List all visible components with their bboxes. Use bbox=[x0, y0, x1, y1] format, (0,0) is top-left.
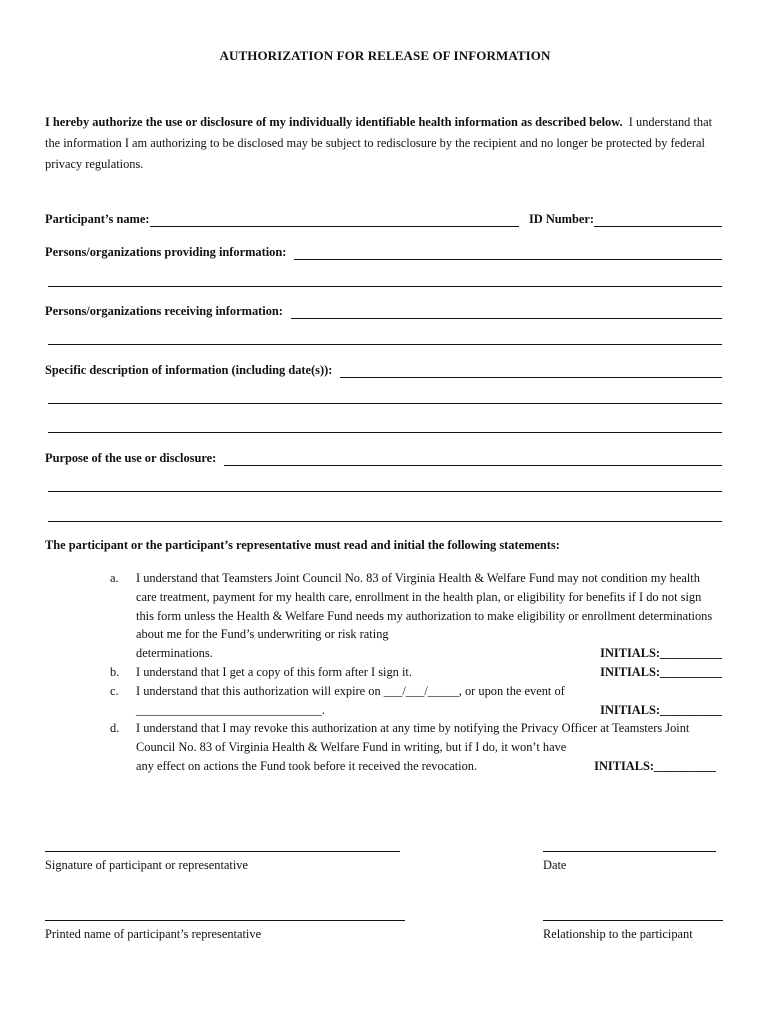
description-field-line-2[interactable] bbox=[48, 403, 722, 404]
relationship-label: Relationship to the participant bbox=[543, 927, 693, 941]
description-field-line-3[interactable] bbox=[48, 432, 722, 433]
date-label: Date bbox=[543, 858, 567, 872]
intro-paragraph bbox=[45, 112, 725, 175]
description-field[interactable] bbox=[340, 365, 722, 378]
signature-label: Signature of participant or representative bbox=[45, 858, 248, 872]
statement-d-text: I understand that I may revoke this authorization at any time by notifying the Privacy Officer at Teamsters Joint Council No. 83 of Virginia Health & Welfare Fund in writing, but if I do, it won’t have bbox=[136, 721, 690, 755]
statements-list bbox=[110, 569, 722, 776]
statement-a-marker: a. bbox=[110, 571, 119, 585]
providing-label: Persons/organizations providing information: bbox=[45, 245, 287, 259]
participant-row bbox=[45, 211, 722, 227]
receiving-field-line-2[interactable] bbox=[48, 344, 722, 345]
purpose-label: Purpose of the use or disclosure: bbox=[45, 451, 217, 465]
statements-heading: The participant or the participant’s representative must read and initial the following statements: bbox=[45, 538, 560, 552]
statement-d-marker: d. bbox=[110, 721, 120, 736]
purpose-row bbox=[45, 450, 722, 466]
statement-d-initials[interactable]: INITIALS:__________ bbox=[594, 758, 716, 773]
printed-name-label: Printed name of participant’s representative bbox=[45, 927, 262, 941]
statement-a-initials[interactable]: INITIALS:__________ bbox=[600, 646, 722, 661]
id-number-field[interactable] bbox=[594, 214, 722, 227]
providing-row bbox=[45, 244, 722, 260]
purpose-field-line-3[interactable] bbox=[48, 521, 722, 522]
providing-field[interactable] bbox=[294, 247, 722, 260]
signature-line[interactable] bbox=[45, 851, 400, 852]
receiving-row bbox=[45, 303, 722, 319]
receiving-field[interactable] bbox=[291, 306, 722, 319]
statement-a-last-line: determinations. bbox=[136, 646, 213, 661]
statement-c-text: I understand that this authorization will expire on ___/___/_____, or upon the event of bbox=[136, 683, 565, 698]
statement-c-event-field[interactable]: ______________________________. bbox=[136, 702, 325, 717]
statement-b-initials[interactable]: INITIALS:__________ bbox=[600, 664, 722, 679]
statement-a-text: I understand that Teamsters Joint Council No. 83 of Virginia Health & Welfare Fund may not condition my health care treatment, payment for my health care, enrollment in the health plan, or eligibility for benefits if I do not sign this form unless the Health & Welfare Fund needs my authorization to make eligibility or enrollment determinations about me for the Fund’s underwriting or risk rating bbox=[136, 571, 713, 642]
statement-c-initials[interactable]: INITIALS:__________ bbox=[600, 702, 722, 717]
statement-d-last-line: any effect on actions the Fund took before it received the revocation. bbox=[136, 758, 478, 773]
statement-c bbox=[110, 682, 722, 720]
receiving-label: Persons/organizations receiving information: bbox=[45, 304, 283, 318]
id-number-label: ID Number: bbox=[528, 212, 594, 226]
form-title: AUTHORIZATION FOR RELEASE OF INFORMATION bbox=[219, 48, 551, 63]
statement-a bbox=[110, 569, 722, 663]
participant-name-field[interactable] bbox=[150, 214, 519, 227]
relationship-line[interactable] bbox=[543, 920, 723, 921]
statement-d bbox=[110, 719, 722, 775]
description-row bbox=[45, 362, 722, 378]
statement-b-text: I understand that I get a copy of this form after I sign it. bbox=[136, 664, 412, 679]
intro-bold-statement: I hereby authorize the use or disclosure of my individually identifiable health information as described below. bbox=[45, 115, 623, 129]
printed-name-line[interactable] bbox=[45, 920, 405, 921]
statement-c-marker: c. bbox=[110, 683, 119, 698]
participant-name-label: Participant’s name: bbox=[45, 212, 150, 226]
description-label: Specific description of information (including date(s)): bbox=[45, 363, 333, 377]
statement-b-marker: b. bbox=[110, 664, 120, 679]
purpose-field-line-2[interactable] bbox=[48, 491, 722, 492]
purpose-field[interactable] bbox=[224, 453, 722, 466]
providing-field-line-2[interactable] bbox=[48, 286, 722, 287]
date-line[interactable] bbox=[543, 851, 716, 852]
statement-b bbox=[110, 663, 722, 682]
intro-redisclosure-text: I understand that the information I am authorizing to be disclosed may be subject to redisclosure by the recipient and no longer be protected by federal privacy regulations. bbox=[45, 115, 713, 171]
